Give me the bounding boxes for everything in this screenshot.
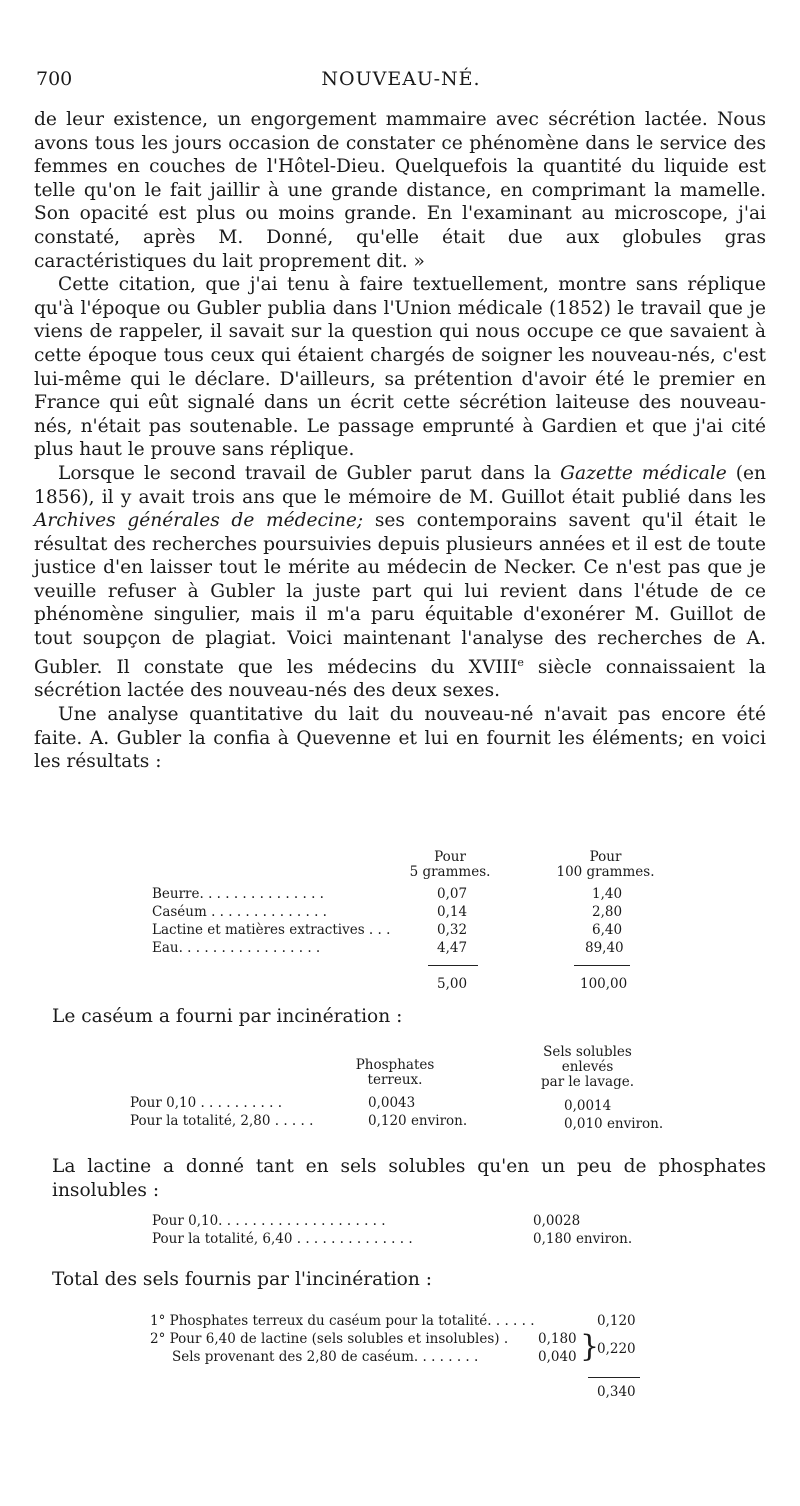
table1-total1: 5,00 [437, 976, 468, 992]
table1-col1-header-line2: 5 grammes. [409, 864, 491, 880]
paragraph-4: Une analyse quantitative du lait du nouveau-né n'avait pas encore été faite. A. Gubler la confia à Quevenne et lui en fournit les éléments; en voici les résultats : [34, 704, 766, 773]
page-header [36, 68, 766, 96]
table1-row-value1: 0,32 [437, 922, 468, 938]
paragraph-2: Cette citation, que j'ai tenu à faire textuellement, montre sans réplique qu'à l'époque ou Gubler publia dans l'Union médicale (1852) le travail que je viens de rappeler, il savait sur la question qui nous occupe ce que savaient à cette époque tous ceux qui étaient chargés de soigner les nouveau-nés, c'est lui-même qui le déclare. D'ailleurs, sa prétention d'avoir été le premier en France qui eût signalé dans un écrit cette sécrétion laiteuse des nouveau-nés, n'était pas soutenable. Le passage emprunté à Gardien et que j'ai cité plus haut le prouve sans réplique. [34, 274, 766, 461]
p3-superscript: e [517, 655, 524, 669]
table1-col1-header [405, 850, 495, 880]
p3-journal-1: Gazette médicale [560, 462, 727, 484]
table4-row3-value: 0,040 [538, 1349, 577, 1365]
table1-total2: 100,00 [580, 976, 628, 992]
paragraph-5: Le caséum a fourni par incinération : [52, 1006, 403, 1027]
table1-row-value1: 0,07 [437, 886, 468, 902]
table2-col2-header-line1: Sels solubles [543, 1044, 632, 1060]
table1-row-value2: 89,40 [585, 940, 624, 956]
table1-row-value2: 6,40 [592, 922, 623, 938]
table1-row-label: Caséum . . . . . . . . . . . . . . [152, 904, 327, 920]
table2-row-value2: 0,010 environ. [564, 1116, 664, 1132]
table1-col2-header [548, 850, 663, 880]
p3-text-c: ses contemporains savent qu'il était le résultat des recherches poursuivies depuis plusieurs années et il est de toute justice d'en laisser tout le mérite au médecin de Necker. Ce n'est pas que je veuille refuser à Gubler la juste part qui lui revient dans l'étude de ce phénomène singulier, mais il m'a paru équitable d'exonérer M. Guillot de tout soupçon de plagiat. Voici maintenant l'analyse des recherches de A. Gubler. Il constate que les médecins du XVIII [34, 510, 766, 678]
table4-total: 0,340 [597, 1384, 636, 1400]
paragraph-1: de leur existence, un engorgement mammaire avec sécrétion lactée. Nous avons tous les jours occasion de constater ce phénomène dans le service des femmes en couches de l'Hôtel-Dieu. Quelquefois la quantité du liquide est telle qu'on le fait jaillir à une grande distance, en comprimant la mamelle. Son opacité est plus ou moins grande. En l'examinant au microscope, j'ai constaté, après M. Donné, qu'elle était due aux globules gras caractéristiques du lait proprement dit. » [34, 109, 766, 272]
table2-col2-header-line2: enlevés [561, 1059, 614, 1075]
table4-brace: } [580, 1329, 600, 1364]
table2-col1-header-line1: Phosphates [355, 1057, 435, 1073]
table1-row-value2: 2,80 [592, 904, 623, 920]
table4-row2-value: 0,180 [538, 1331, 577, 1347]
table2-row-label: Pour la totalité, 2,80 . . . . . [130, 1113, 314, 1129]
table1-row-label: Beurre. . . . . . . . . . . . . . . [152, 886, 324, 902]
paragraph-3 [34, 462, 766, 703]
table1-total-rule-1 [428, 965, 478, 966]
table2-col1-header [345, 1058, 445, 1088]
table2-col1-header-line2: terreux. [367, 1072, 423, 1088]
table3-row-value: 0,180 environ. [533, 1231, 633, 1247]
p3-journal-2: Archives générales de médecine; [34, 510, 364, 532]
table1-row-label: Lactine et matières extractives . . . [152, 922, 391, 938]
table4-row3-label: Sels provenant des 2,80 de caséum. . . . . . . . [172, 1349, 479, 1365]
table3-row-value: 0,0028 [533, 1213, 581, 1229]
table1-row-value2: 1,40 [592, 886, 623, 902]
paragraph-6: La lactine a donné tant en sels solubles qu'en un peu de phosphates insolubles : [52, 1156, 766, 1201]
table4-row1-label: 1° Phosphates terreux du caséum pour la totalité. . . . . . [150, 1313, 535, 1329]
running-title: NOUVEAU-NÉ. [321, 68, 481, 90]
p3-text-b: (en 1856), il y avait trois ans que le mémoire de M. Guillot était publié dans les [34, 462, 767, 508]
page-number: 700 [36, 68, 73, 90]
table4-total-rule [588, 1377, 640, 1378]
table2-row-value1: 0,0043 [368, 1095, 416, 1111]
body-text [34, 108, 766, 774]
table2-col2-header-line3: par le lavage. [541, 1074, 634, 1090]
table1-row-value1: 4,47 [437, 940, 468, 956]
table4-row1-value: 0,120 [597, 1313, 636, 1329]
table1-col1-header-line1: Pour [434, 849, 466, 865]
table1-col2-header-line1: Pour [589, 849, 622, 865]
table1-row-value1: 0,14 [437, 904, 468, 920]
table2-col2-header [530, 1045, 645, 1090]
table3-row-label: Pour 0,10. . . . . . . . . . . . . . . . . . . . [152, 1213, 386, 1229]
table1-row-label: Eau. . . . . . . . . . . . . . . . . [152, 940, 321, 956]
paragraph-7: Total des sels fournis par l'incinération : [52, 1269, 433, 1290]
table3-row-label: Pour la totalité, 6,40 . . . . . . . . . . . . . . [152, 1231, 413, 1247]
table2-row-value2: 0,0014 [564, 1098, 612, 1114]
table1-col2-header-line2: 100 grammes. [556, 864, 655, 880]
table1-total-rule-2 [574, 965, 630, 966]
table4-row2-label: 2° Pour 6,40 de lactine (sels solubles et insolubles) . [150, 1331, 509, 1347]
p3-text-a: Lorsque le second travail de Gubler parut dans la [58, 462, 561, 484]
table4-brace-sum: 0,220 [597, 1341, 636, 1357]
p3-text-d: siècle connaissaient la sécrétion lactée des nouveau-nés des deux sexes. [34, 656, 766, 702]
table2-row-label: Pour 0,10 . . . . . . . . . . [130, 1095, 282, 1111]
table2-row-value1: 0,120 environ. [368, 1113, 468, 1129]
